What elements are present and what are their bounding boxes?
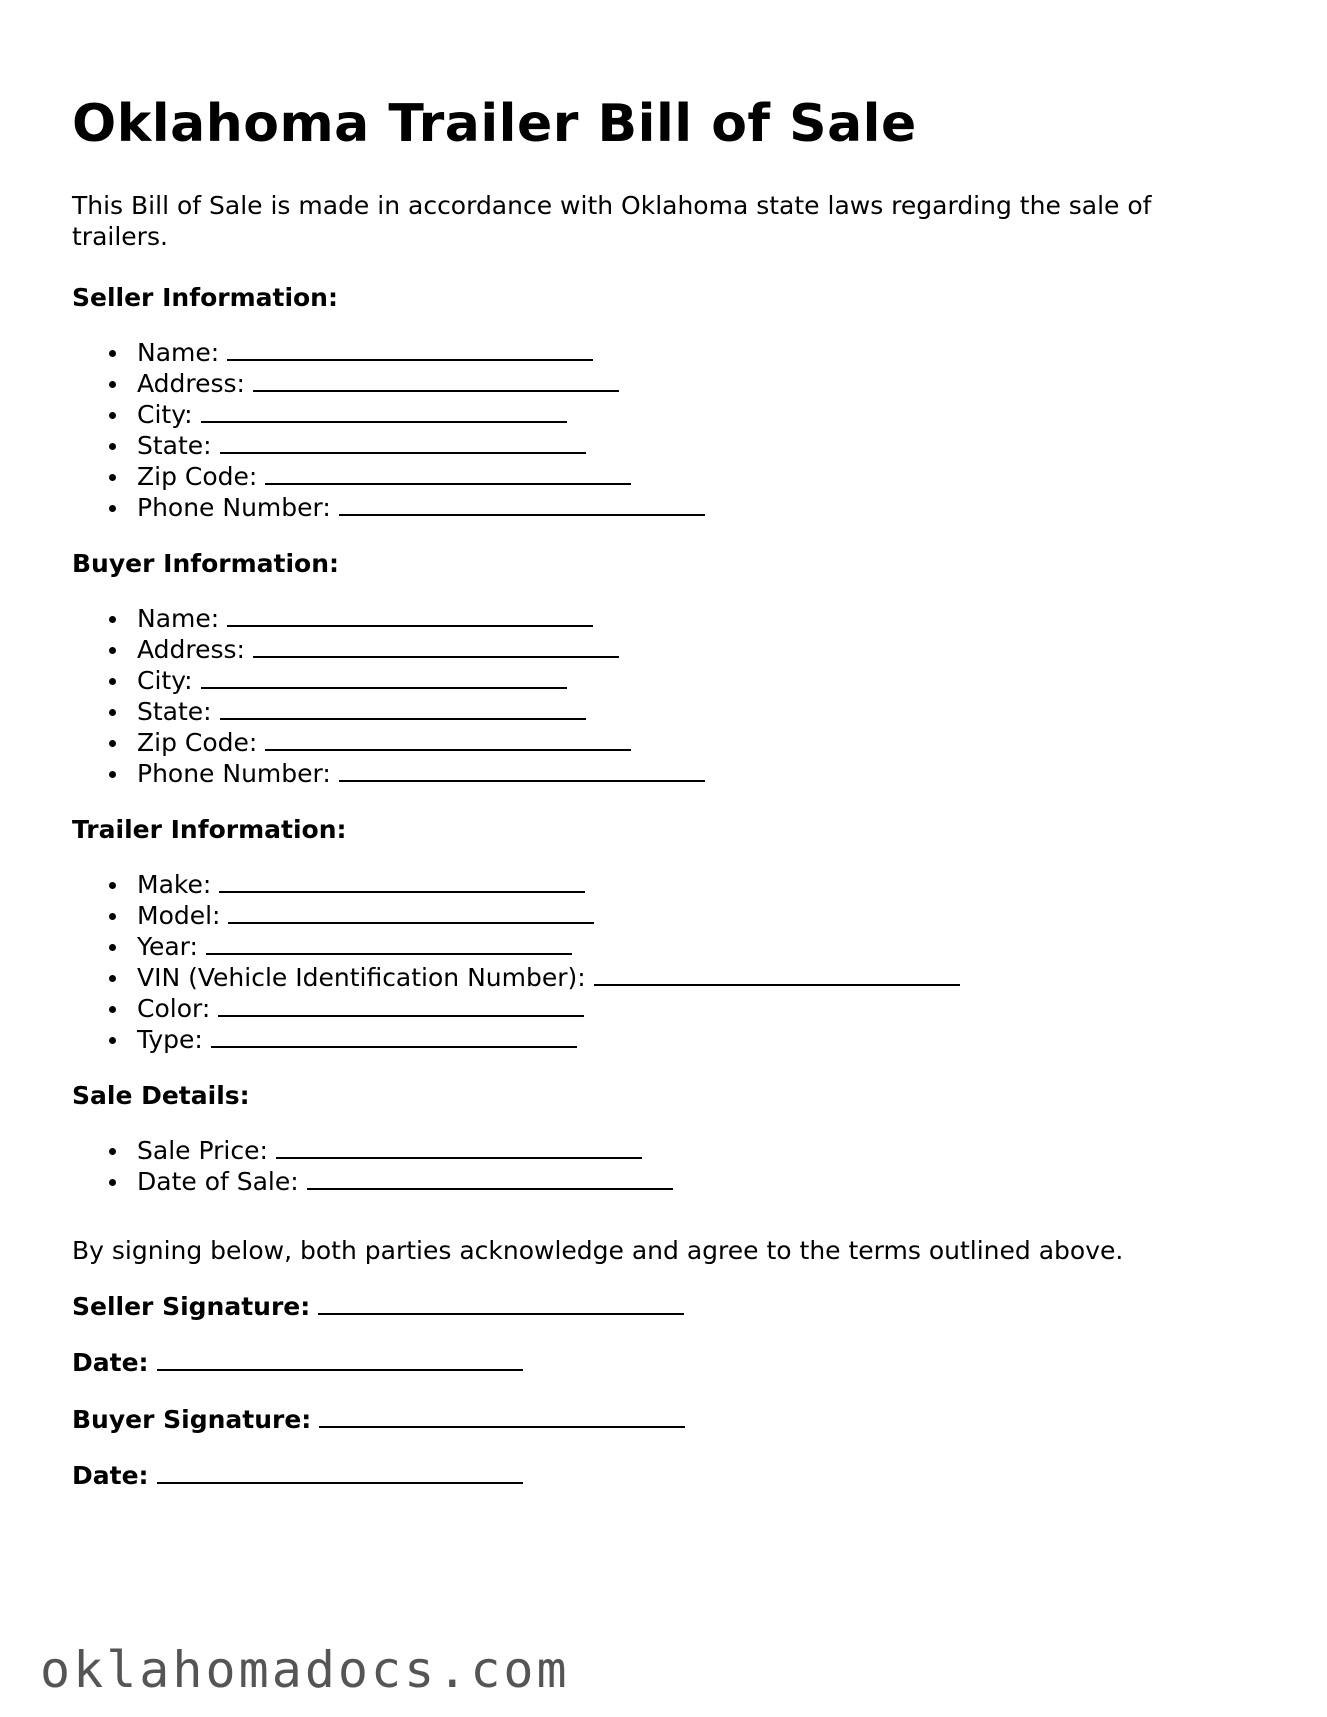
seller-date-blank[interactable]: [157, 1347, 523, 1371]
fill-blank[interactable]: [201, 665, 567, 689]
buyer-date-blank[interactable]: [157, 1460, 523, 1484]
list-item: [137, 603, 705, 634]
field-label: Date of Sale:: [137, 1167, 299, 1196]
buyer-date-label: Date:: [72, 1461, 149, 1490]
fill-blank[interactable]: [218, 993, 584, 1017]
list-item: [137, 869, 960, 900]
list-item: [137, 931, 960, 962]
list-item: [137, 900, 960, 931]
fill-blank[interactable]: [228, 900, 594, 924]
seller-signature-label: Seller Signature:: [72, 1292, 311, 1321]
field-label: Address:: [137, 369, 245, 398]
field-label: Zip Code:: [137, 728, 258, 757]
field-label: Sale Price:: [137, 1136, 268, 1165]
field-label: City:: [137, 400, 193, 429]
buyer-signature-blank[interactable]: [319, 1404, 685, 1428]
list-item: [137, 368, 705, 399]
fill-blank[interactable]: [307, 1166, 673, 1190]
buyer-date-line: [72, 1460, 523, 1491]
fill-blank[interactable]: [339, 758, 705, 782]
seller-date-line: [72, 1347, 523, 1378]
document-title: Oklahoma Trailer Bill of Sale: [72, 94, 917, 154]
fill-blank[interactable]: [211, 1024, 577, 1048]
field-label: Year:: [137, 932, 198, 961]
fill-blank[interactable]: [594, 962, 960, 986]
field-label: State:: [137, 431, 212, 460]
fill-blank[interactable]: [265, 727, 631, 751]
list-item: [137, 993, 960, 1024]
list-item: [137, 665, 705, 696]
list-item: [137, 1166, 673, 1197]
field-label: Make:: [137, 870, 212, 899]
list-item: [137, 461, 705, 492]
list-item: [137, 492, 705, 523]
trailer-section-heading: Trailer Information:: [72, 815, 347, 844]
field-label: Address:: [137, 635, 245, 664]
field-label: Type:: [137, 1025, 203, 1054]
list-item: [137, 727, 705, 758]
seller-date-label: Date:: [72, 1348, 149, 1377]
seller-signature-blank[interactable]: [318, 1291, 684, 1315]
fill-blank[interactable]: [206, 931, 572, 955]
buyer-section-heading: Buyer Information:: [72, 549, 340, 578]
fill-blank[interactable]: [253, 368, 619, 392]
closing-statement: By signing below, both parties acknowledge and agree to the terms outlined above.: [72, 1236, 1124, 1265]
field-label: Color:: [137, 994, 211, 1023]
seller-fields-list: [72, 337, 705, 523]
seller-section-heading: Seller Information:: [72, 283, 338, 312]
field-label: Name:: [137, 604, 220, 633]
list-item: [137, 758, 705, 789]
list-item: [137, 399, 705, 430]
list-item: [137, 1135, 673, 1166]
trailer-fields-list: [72, 869, 960, 1055]
fill-blank[interactable]: [220, 696, 586, 720]
field-label: Zip Code:: [137, 462, 258, 491]
buyer-fields-list: [72, 603, 705, 789]
fill-blank[interactable]: [201, 399, 567, 423]
fill-blank[interactable]: [219, 869, 585, 893]
list-item: [137, 696, 705, 727]
sale-section-heading: Sale Details:: [72, 1081, 250, 1110]
list-item: [137, 430, 705, 461]
fill-blank[interactable]: [227, 603, 593, 627]
field-label: Model:: [137, 901, 221, 930]
list-item: [137, 1024, 960, 1055]
buyer-signature-line: [72, 1404, 685, 1435]
fill-blank[interactable]: [276, 1135, 642, 1159]
field-label: State:: [137, 697, 212, 726]
field-label: Name:: [137, 338, 220, 367]
field-label: VIN (Vehicle Identification Number):: [137, 963, 586, 992]
field-label: Phone Number:: [137, 493, 331, 522]
seller-signature-line: [72, 1291, 684, 1322]
field-label: Phone Number:: [137, 759, 331, 788]
list-item: [137, 634, 705, 665]
list-item: [137, 962, 960, 993]
fill-blank[interactable]: [339, 492, 705, 516]
site-watermark: oklahomadocs.com: [40, 1641, 570, 1699]
fill-blank[interactable]: [265, 461, 631, 485]
sale-fields-list: [72, 1135, 673, 1197]
list-item: [137, 337, 705, 368]
fill-blank[interactable]: [220, 430, 586, 454]
buyer-signature-label: Buyer Signature:: [72, 1405, 312, 1434]
intro-paragraph: This Bill of Sale is made in accordance with Oklahoma state laws regarding the sale of trailers.: [72, 191, 1152, 251]
field-label: City:: [137, 666, 193, 695]
fill-blank[interactable]: [227, 337, 593, 361]
fill-blank[interactable]: [253, 634, 619, 658]
